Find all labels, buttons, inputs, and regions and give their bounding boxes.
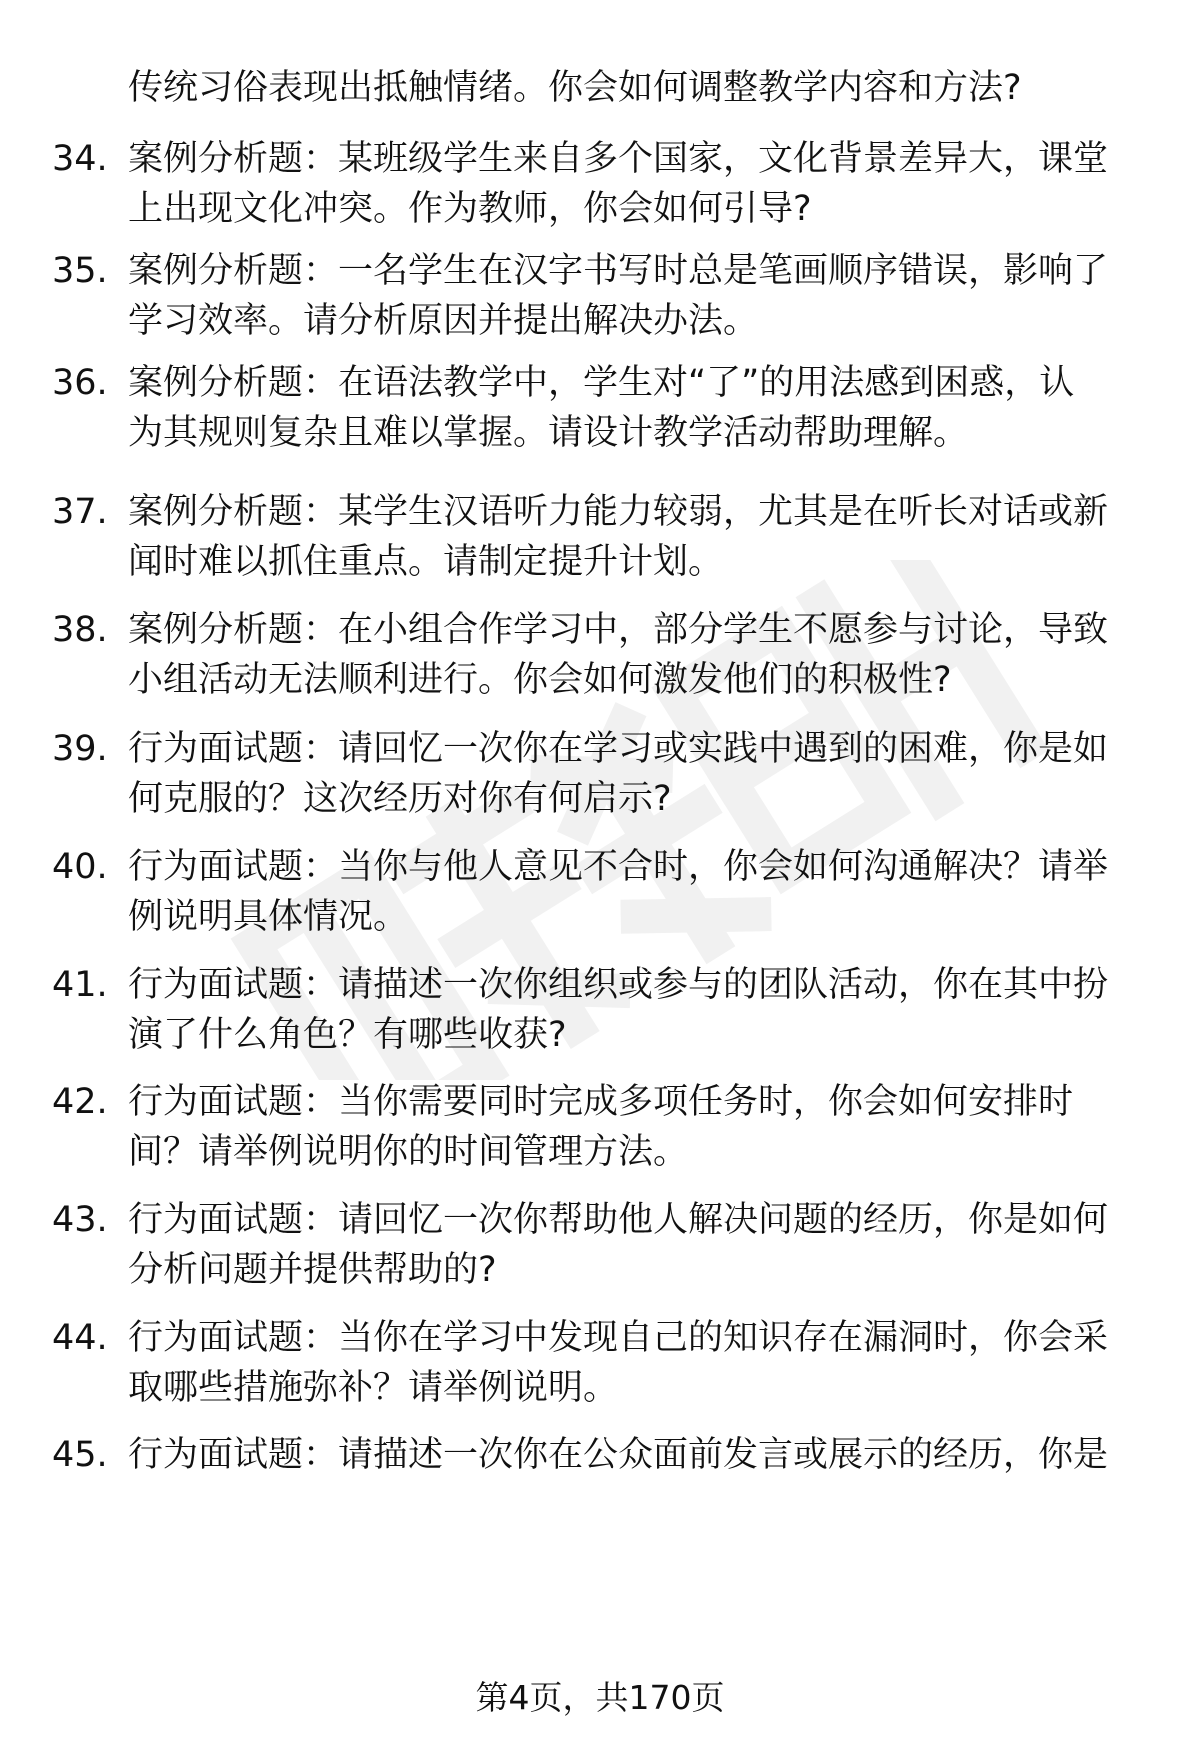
question-number: 38. — [52, 610, 108, 650]
question-line: 案例分析题：一名学生在汉字书写时总是笔画顺序错误，影响了 — [128, 251, 1109, 291]
question-line: 取哪些措施弥补？请举例说明。 — [128, 1368, 619, 1408]
question-text — [128, 724, 1128, 824]
question-text — [128, 842, 1128, 942]
question-line: 行为面试题：请回忆一次你帮助他人解决问题的经历，你是如何 — [128, 1200, 1109, 1240]
question-line: 分析问题并提供帮助的? — [128, 1250, 497, 1290]
question-line: 行为面试题：当你需要同时完成多项任务时，你会如何安排时 — [128, 1082, 1074, 1122]
question-text — [128, 246, 1128, 346]
question-number: 44. — [52, 1318, 108, 1358]
question-number: 37. — [52, 492, 108, 532]
question-number: 41. — [52, 965, 108, 1005]
question-number: 40. — [52, 847, 108, 887]
question-line: 间？请举例说明你的时间管理方法。 — [128, 1132, 689, 1172]
question-line: 为其规则复杂且难以掌握。请设计教学活动帮助理解。 — [128, 413, 969, 453]
question-number: 45. — [52, 1435, 108, 1475]
continued-question-text: 传统习俗表现出抵触情绪。你会如何调整教学内容和方法? — [128, 68, 1022, 108]
question-text — [128, 1077, 1128, 1177]
question-line: 行为面试题：当你在学习中发现自己的知识存在漏洞时，你会采 — [128, 1318, 1109, 1358]
question-number: 43. — [52, 1200, 108, 1240]
question-line: 行为面试题：请描述一次你组织或参与的团队活动，你在其中扮 — [128, 965, 1109, 1005]
question-number: 42. — [52, 1082, 108, 1122]
page-number-footer: 第4页，共170页 — [475, 1678, 725, 1717]
question-line: 小组活动无法顺利进行。你会如何激发他们的积极性? — [128, 660, 952, 700]
question-number: 36. — [52, 363, 108, 403]
question-line: 演了什么角色？有哪些收获? — [128, 1015, 567, 1055]
question-line: 闻时难以抓住重点。请制定提升计划。 — [128, 542, 724, 582]
question-line: 例说明具体情况。 — [128, 897, 409, 937]
question-number: 35. — [52, 251, 108, 291]
question-text — [128, 1195, 1128, 1295]
question-text — [128, 1430, 1128, 1480]
question-line: 行为面试题：请回忆一次你在学习或实践中遇到的困难，你是如 — [128, 729, 1109, 769]
question-text — [128, 487, 1128, 587]
question-text — [128, 358, 1128, 458]
question-line: 上出现文化冲突。作为教师，你会如何引导? — [128, 189, 812, 229]
question-text — [128, 605, 1128, 705]
question-text — [128, 960, 1128, 1060]
question-number: 34. — [52, 139, 108, 179]
question-number: 39. — [52, 729, 108, 769]
question-line: 行为面试题：请描述一次你在公众面前发言或展示的经历，你是 — [128, 1435, 1109, 1475]
question-line: 行为面试题：当你与他人意见不合时，你会如何沟通解决？请举 — [128, 847, 1109, 887]
question-line: 案例分析题：某班级学生来自多个国家，文化背景差异大，课堂 — [128, 139, 1109, 179]
question-line: 何克服的？这次经历对你有何启示? — [128, 779, 672, 819]
question-line: 案例分析题：在小组合作学习中，部分学生不愿参与讨论，导致 — [128, 610, 1109, 650]
question-text — [128, 1313, 1128, 1413]
question-text — [128, 134, 1128, 234]
question-line: 学习效率。请分析原因并提出解决办法。 — [128, 301, 759, 341]
question-line: 案例分析题：在语法教学中，学生对“了”的用法感到困惑，认 — [128, 363, 1075, 403]
question-line: 案例分析题：某学生汉语听力能力较弱，尤其是在听长对话或新 — [128, 492, 1109, 532]
